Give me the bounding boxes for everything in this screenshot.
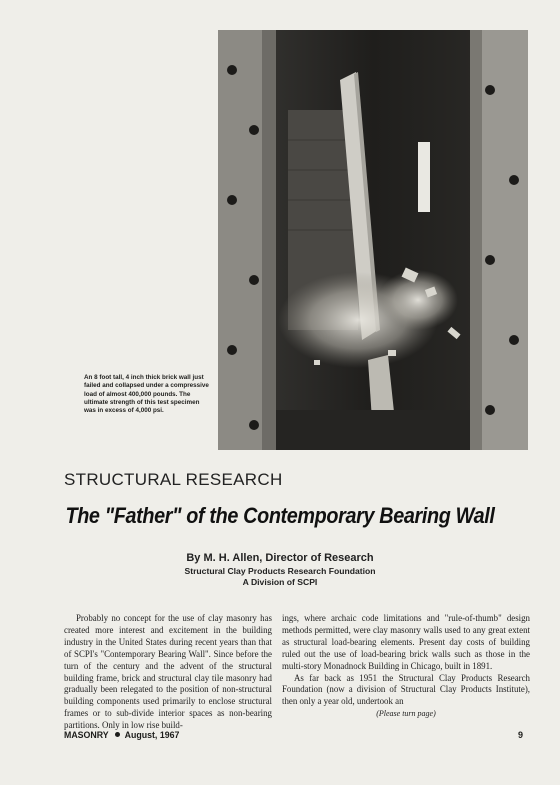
body-paragraph: Probably no concept for the use of clay masonry has created more interest and excitement in the building industry in the United States during recent years than that of SCPI's "Contemporary Bearing Wall". Since before the turn of the century and the advent of the structural building frame, brick and structural clay tile masonry had gradually been relegated to the position of non-structural building components used primarily to enclose structural frames or to sub-divide interior spaces as non-bearing partitions. Only in low rise build- (64, 613, 272, 731)
page-number: 9 (518, 730, 524, 740)
continued-note: (Please turn page) (376, 709, 436, 719)
photo-caption: An 8 foot tall, 4 inch thick brick wall just failed and collapsed under a compressive load of almost 400,000 pounds. The ultimate strength of this test specimen was in excess of 4,000 psi. (84, 374, 209, 415)
section-title: STRUCTURAL RESEARCH (64, 470, 283, 489)
byline-division: A Division of SCPI (242, 577, 318, 587)
test-photo (218, 30, 528, 450)
byline (0, 550, 560, 588)
body-paragraph: As far back as 1951 the Structural Clay Products Research Foundation (now a division of Structural Clay Products Institute), then only a year old, undertook an (282, 672, 530, 707)
byline-affiliation: Structural Clay Products Research Foundation (184, 566, 376, 576)
body-paragraph: ings, where archaic code limitations and "rule-of-thumb" design methods permitted, were clay masonry walls used to any great extent as structural load-bearing elements. Present day costs of building ruled out the use of load-bearing brick walls such as those in the multi-story Monadnock Building in Chicago, built in 1891. (282, 613, 530, 671)
bullet-icon (115, 732, 120, 737)
body-column-2 (282, 613, 530, 720)
article-headline: The "Father" of the Contemporary Bearing Wall (65, 503, 495, 528)
body-column-1 (64, 613, 272, 732)
byline-author: By M. H. Allen, Director of Research (186, 552, 374, 564)
collapsing-wall-photo (218, 30, 528, 450)
footer-publication (64, 730, 179, 740)
footer-date: August, 1967 (124, 730, 180, 740)
footer-magazine: MASONRY (64, 730, 109, 740)
